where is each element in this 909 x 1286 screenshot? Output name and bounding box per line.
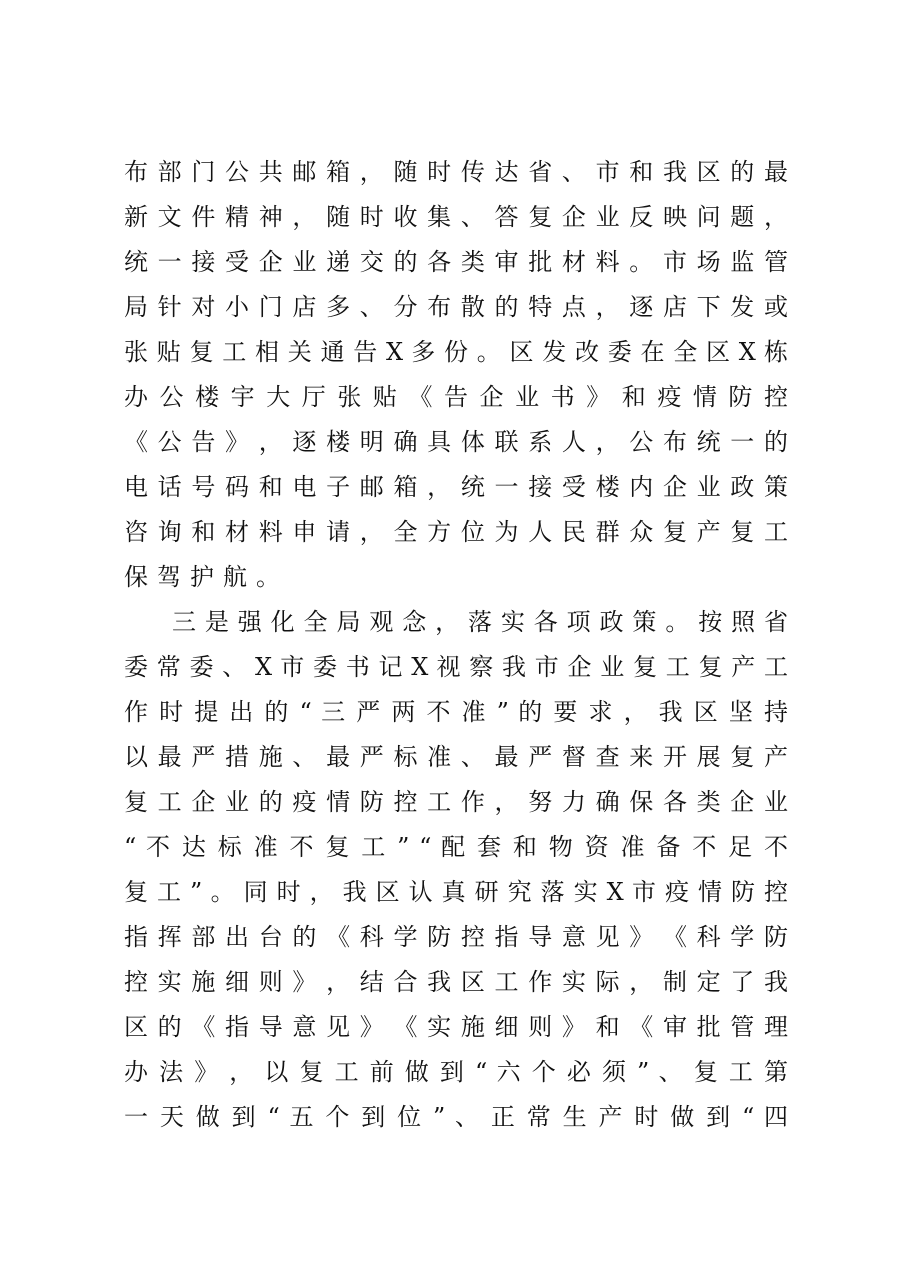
text-line: “ 不 达 标 准 不 复 工 ” “ 配 套 和 物 资 准 备 不 足 不 bbox=[124, 833, 788, 861]
text-line: 控 实 施 细 则 》 ， 结 合 我 区 工 作 实 际 ， 制 定 了 我 bbox=[124, 968, 788, 996]
text-line: 作 时 提 出 的 “ 三 严 两 不 准 ” 的 要 求 ， 我 区 坚 持 bbox=[124, 698, 788, 726]
text-line: 委 常 委 、 X 市 委 书 记 X 视 察 我 市 企 业 复 工 复 产 工 bbox=[124, 653, 788, 681]
text-line: 布 部 门 公 共 邮 箱 ， 随 时 传 达 省 、 市 和 我 区 的 最 bbox=[124, 158, 788, 186]
text-line: 咨 询 和 材 料 申 请 ， 全 方 位 为 人 民 群 众 复 产 复 工 bbox=[124, 518, 788, 546]
paragraph-2 bbox=[124, 600, 788, 1140]
text-line: 以 最 严 措 施 、 最 严 标 准 、 最 严 督 查 来 开 展 复 产 bbox=[124, 743, 788, 771]
text-line: 一 天 做 到 “ 五 个 到 位 ” 、 正 常 生 产 时 做 到 “ 四 bbox=[124, 1103, 788, 1131]
paragraph-1 bbox=[124, 150, 788, 600]
text-line: 复 工 ” 。 同 时 ， 我 区 认 真 研 究 落 实 X 市 疫 情 防 控 bbox=[124, 878, 788, 906]
text-line: 指 挥 部 出 台 的 《 科 学 防 控 指 导 意 见 》 《 科 学 防 bbox=[124, 923, 788, 951]
document-body bbox=[124, 150, 788, 1140]
text-line: 电 话 号 码 和 电 子 邮 箱 ， 统 一 接 受 楼 内 企 业 政 策 bbox=[124, 473, 788, 501]
text-line: 区 的 《 指 导 意 见 》 《 实 施 细 则 》 和 《 审 批 管 理 bbox=[124, 1013, 788, 1041]
text-line-last: 保驾护航。 bbox=[124, 563, 289, 591]
text-line-first: 三 是 强 化 全 局 观 念 ， 落 实 各 项 政 策 。 按 照 省 bbox=[172, 608, 788, 636]
text-line: 复 工 企 业 的 疫 情 防 控 工 作 ， 努 力 确 保 各 类 企 业 bbox=[124, 788, 788, 816]
text-line: 局 针 对 小 门 店 多 、 分 布 散 的 特 点 ， 逐 店 下 发 或 bbox=[124, 293, 788, 321]
text-line: 办 法 》 ， 以 复 工 前 做 到 “ 六 个 必 须 ” 、 复 工 第 bbox=[124, 1058, 788, 1086]
text-line: 《 公 告 》 ， 逐 楼 明 确 具 体 联 系 人 ， 公 布 统 一 的 bbox=[124, 428, 788, 456]
text-line: 办 公 楼 宇 大 厅 张 贴 《 告 企 业 书 》 和 疫 情 防 控 bbox=[124, 383, 788, 411]
text-line: 新 文 件 精 神 ， 随 时 收 集 、 答 复 企 业 反 映 问 题 ， bbox=[124, 203, 788, 231]
text-line: 统 一 接 受 企 业 递 交 的 各 类 审 批 材 料 。 市 场 监 管 bbox=[124, 248, 788, 276]
text-line: 张 贴 复 工 相 关 通 告 X 多 份 。 区 发 改 委 在 全 区 X 栋 bbox=[124, 338, 788, 366]
